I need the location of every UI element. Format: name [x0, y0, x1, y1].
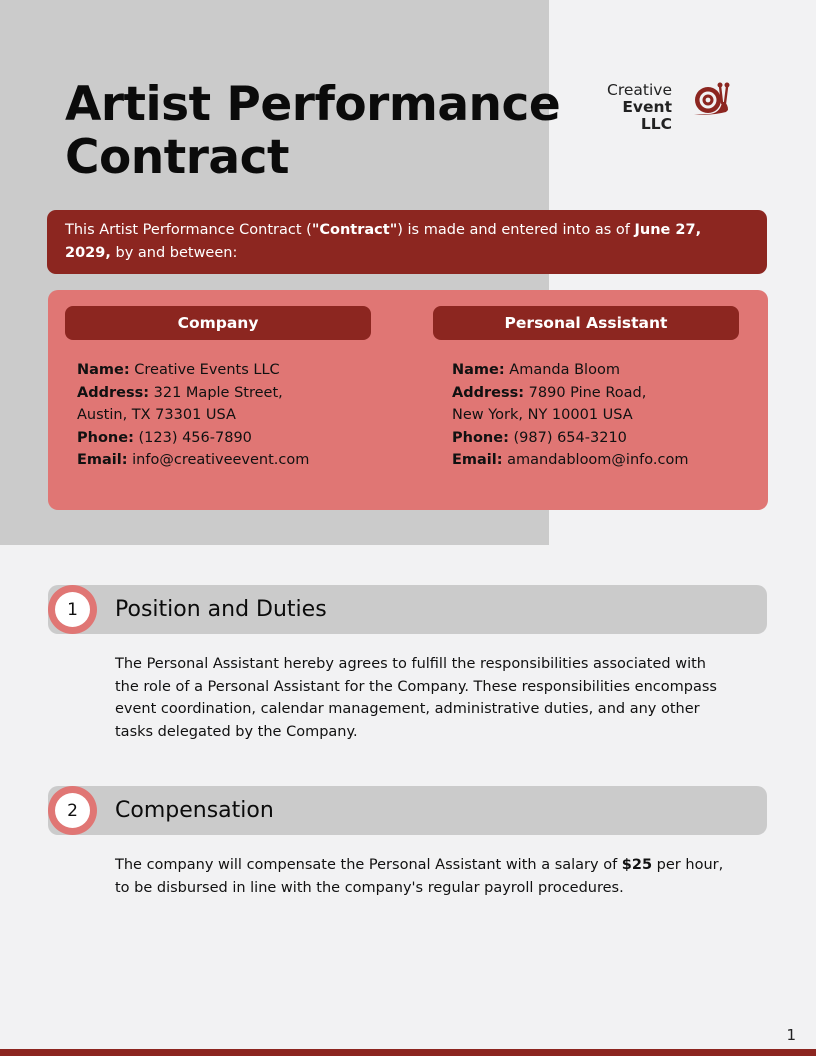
assistant-address-line-2: New York, NY 10001 USA	[452, 407, 633, 423]
section-number: 2	[55, 793, 90, 828]
section-title: Compensation	[115, 798, 274, 823]
section-number: 1	[55, 592, 90, 627]
section-number-badge	[48, 786, 97, 835]
intro-contract-term: "Contract"	[311, 222, 398, 238]
section-number-badge	[48, 585, 97, 634]
company-phone-label: Phone:	[77, 429, 134, 446]
assistant-phone-label: Phone:	[452, 429, 509, 446]
page-title	[65, 78, 560, 184]
footer-bar	[0, 1049, 816, 1056]
logo-text-line-2: Event LLC	[622, 98, 672, 133]
assistant-name-row	[452, 359, 688, 382]
company-address-row	[77, 382, 309, 405]
compensation-text-post: per hour, to be disbursed in line with the company's regular payroll procedures.	[115, 857, 724, 896]
assistant-email-label: Email:	[452, 452, 503, 468]
intro-pre: This Artist Performance Contract (	[65, 222, 312, 238]
title-line-2: Contract	[65, 130, 289, 185]
assistant-email-row	[452, 449, 688, 472]
compensation-text-pre: The company will compensate the Personal Assistant with a salary of	[115, 857, 622, 873]
intro-mid: ) is made and entered into as of	[397, 222, 635, 238]
title-line-1: Artist Performance	[65, 77, 561, 132]
company-phone: (123) 456-7890	[133, 429, 252, 446]
assistant-address-label: Address:	[452, 384, 525, 401]
assistant-phone-row	[452, 427, 688, 450]
company-name: Creative Events LLC	[129, 362, 280, 378]
assistant-info	[452, 359, 688, 472]
company-address-label: Address:	[77, 384, 150, 401]
assistant-heading: Personal Assistant	[433, 306, 739, 340]
intro-date: June 27, 2029,	[65, 222, 702, 261]
contract-intro	[47, 210, 767, 274]
assistant-name: Amanda Bloom	[504, 362, 620, 378]
logo-text-line-1: Creative	[607, 81, 672, 99]
company-heading: Company	[65, 306, 371, 340]
snail-icon	[690, 80, 732, 118]
assistant-phone: (987) 654-3210	[508, 429, 627, 446]
compensation-amount: $25	[621, 857, 653, 873]
logo-text	[590, 82, 672, 133]
assistant-address-line-1: 7890 Pine Road,	[524, 384, 647, 401]
section-body-position: The Personal Assistant hereby agrees to fulfill the responsibilities associated with the role of a Personal Assistant for the Company. These responsibilities encompass event coordination, calendar management, administrative duties, and any other tasks delegated by the Company.	[115, 656, 717, 740]
page-number: 1	[786, 1026, 796, 1044]
parties-panel	[48, 290, 768, 510]
intro-post: by and between:	[110, 245, 238, 261]
company-name-label: Name:	[77, 362, 130, 378]
company-name-row	[77, 359, 309, 382]
company-address-line-1: 321 Maple Street,	[149, 384, 283, 401]
assistant-name-label: Name:	[452, 362, 505, 378]
section-title: Position and Duties	[115, 597, 327, 622]
assistant-address-row	[452, 382, 688, 405]
company-logo	[590, 80, 740, 133]
section-header-position	[48, 585, 767, 634]
section-body-compensation	[115, 854, 725, 899]
section-header-compensation	[48, 786, 767, 835]
company-address-line-2: Austin, TX 73301 USA	[77, 407, 236, 423]
company-email-label: Email:	[77, 452, 128, 468]
assistant-email: amandabloom@info.com	[502, 452, 689, 468]
company-phone-row	[77, 427, 309, 450]
company-email-row	[77, 449, 309, 472]
company-email: info@creativeevent.com	[127, 452, 310, 468]
company-info	[77, 359, 309, 472]
